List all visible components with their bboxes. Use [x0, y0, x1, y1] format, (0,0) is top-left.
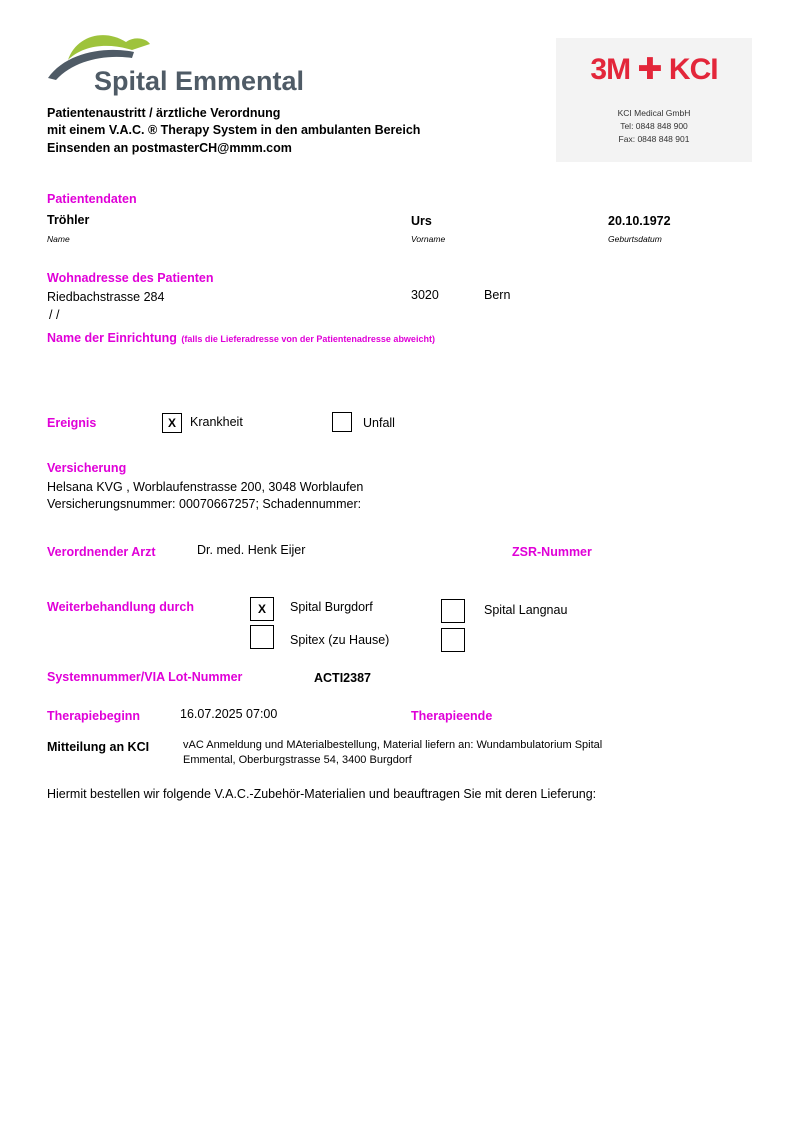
address-heading: Wohnadresse des Patienten — [47, 271, 214, 285]
doctor-name: Dr. med. Henk Eijer — [197, 543, 306, 557]
label-vorname: Vorname — [411, 234, 446, 244]
message-heading: Mitteilung an KCI — [47, 740, 150, 754]
message-line-2: Emmental, Oberburgstrasse 54, 3400 Burgdorf — [183, 754, 412, 766]
spitex-checkbox[interactable] — [250, 625, 274, 649]
patient-birthdate: 20.10.1972 — [608, 214, 671, 228]
logo-text: Spital Emmental — [94, 66, 305, 96]
langnau-checkbox[interactable] — [441, 599, 465, 623]
title-line-2: mit einem V.A.C. ® Therapy System in den ambulanten Bereich — [47, 123, 421, 137]
extra-checkbox[interactable] — [441, 628, 465, 652]
langnau-label: Spital Langnau — [484, 603, 568, 617]
patient-heading: Patientendaten — [47, 192, 137, 206]
system-value: ACTI2387 — [314, 671, 371, 685]
unfall-checkbox[interactable] — [332, 412, 352, 432]
label-name: Name — [47, 234, 70, 244]
burgdorf-checkbox[interactable]: X — [250, 597, 274, 621]
order-text: Hiermit bestellen wir folgende V.A.C.-Zubehör-Materialien und beauftragen Sie mit deren Lieferung: — [47, 787, 597, 801]
therapy-start-value: 16.07.2025 07:00 — [180, 707, 278, 721]
followup-heading: Weiterbehandlung durch — [47, 600, 194, 614]
institution-row — [47, 329, 435, 347]
therapy-start-heading: Therapiebeginn — [47, 709, 141, 723]
kci-logo-text: 3M ✚ KCI — [590, 53, 718, 86]
kci-fax: Fax: 0848 848 901 — [618, 134, 690, 144]
spital-emmental-logo — [46, 28, 318, 102]
kci-logo-block — [556, 38, 752, 162]
unfall-label: Unfall — [363, 416, 395, 430]
patient-first-name: Urs — [411, 214, 432, 228]
doctor-heading: Verordnender Arzt — [47, 545, 156, 559]
spitex-label: Spitex (zu Hause) — [290, 633, 390, 647]
institution-heading: Name der Einrichtung — [47, 331, 177, 345]
kci-tel: Tel: 0848 848 900 — [620, 121, 688, 131]
institution-note: (falls die Lieferadresse von der Patientenadresse abweicht) — [181, 334, 435, 344]
system-heading: Systemnummer/VIA Lot-Nummer — [47, 670, 243, 684]
krankheit-checkbox[interactable]: X — [162, 413, 182, 433]
label-geburtsdatum: Geburtsdatum — [608, 234, 662, 244]
burgdorf-label: Spital Burgdorf — [290, 600, 373, 614]
address-street: Riedbachstrasse 284 — [47, 290, 165, 304]
kci-company: KCI Medical GmbH — [617, 108, 691, 118]
title-line-1: Patientenaustritt / ärztliche Verordnung — [47, 106, 281, 120]
zsr-heading: ZSR-Nummer — [512, 545, 592, 559]
insurance-line-2: Versicherungsnummer: 00070667257; Schadennummer: — [47, 497, 362, 511]
patient-last-name: Tröhler — [47, 213, 90, 227]
address-city: Bern — [484, 288, 511, 302]
insurance-heading: Versicherung — [47, 461, 127, 475]
address-extra: / / — [49, 308, 60, 322]
title-line-3: Einsenden an postmasterCH@mmm.com — [47, 141, 292, 155]
address-zip: 3020 — [411, 288, 439, 302]
message-line-1: vAC Anmeldung und MAterialbestellung, Material liefern an: Wundambulatorium Spital — [183, 739, 603, 751]
therapy-end-heading: Therapieende — [411, 709, 493, 723]
event-heading: Ereignis — [47, 416, 97, 430]
krankheit-label: Krankheit — [190, 415, 243, 429]
insurance-line-1: Helsana KVG , Worblaufenstrasse 200, 3048 Worblaufen — [47, 480, 364, 494]
